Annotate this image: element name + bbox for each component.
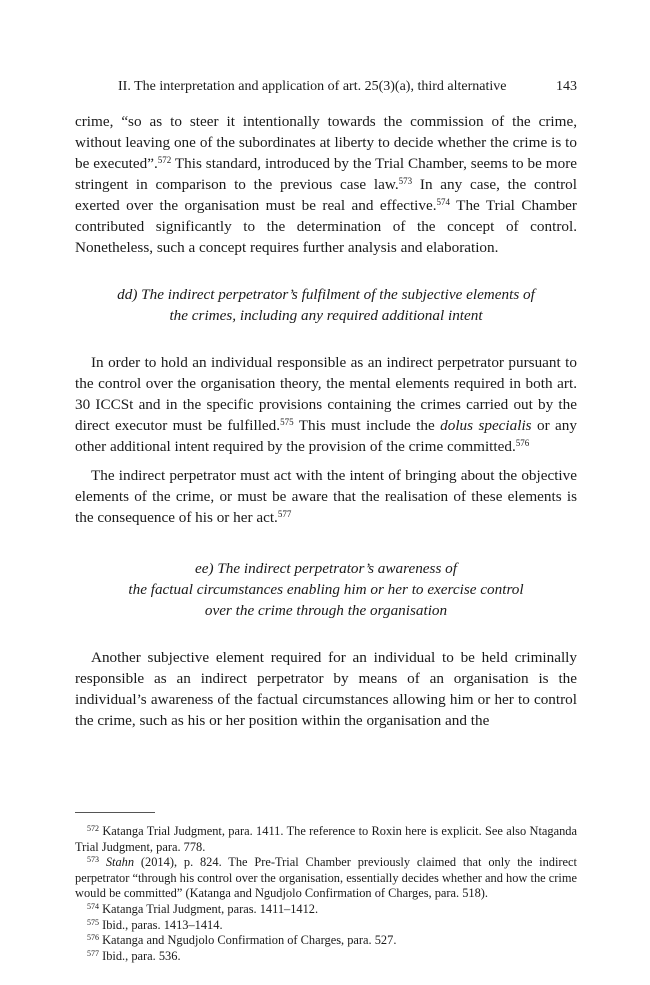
footnote-separator: [75, 812, 155, 813]
section-heading-dd: [75, 284, 577, 326]
footnote-text: Ibid., paras. 1413–1414.: [99, 917, 223, 932]
text-run: Another subjective element required for an individual to be held criminally responsible as an indirect perpetrator by means of an organisation is the individual’s awareness of the factual circumstances allowing him or her to control the crime, such as his or her position within the organisation and the: [75, 649, 577, 729]
section-heading-ee: [75, 558, 577, 621]
footnote-ref: 572: [157, 155, 172, 165]
heading-line: the factual circumstances enabling him or her to exercise control: [128, 581, 524, 598]
paragraph: [75, 465, 577, 528]
text-run: crime, “so as to steer it intentionally towards the commission of the crime, without leaving one of the subordinates at liberty to decide whether the crime is to be executed”.: [75, 113, 577, 172]
heading-line: dd) The indirect perpetrator’s fulfilment of the subjective elements of: [117, 286, 535, 303]
paragraph: [75, 352, 577, 457]
footnote-number: 572: [87, 824, 99, 833]
footnotes: [75, 824, 577, 964]
footnote: [75, 949, 577, 965]
footnote-text: (2014), p. 824. The Pre-Trial Chamber previously claimed that only the indirect perpetrator “through his control over the organisation, essentially decides whether and how the crime would be committed” (Katanga and Ngudjolo Confirmation of Charges, para. 518).: [75, 855, 578, 901]
footnote-number: 574: [87, 901, 99, 911]
text-run: In any case, the control exerted over the organisation must be real and effective.: [75, 176, 577, 214]
text-run: The indirect perpetrator must act with the intent of bringing about the objective elements of the crime, or must be aware that the realisation of these elements is the consequence of his or her act.: [75, 467, 577, 526]
text-run: In order to hold an individual responsible as an indirect perpetrator pursuant to the control over the organisation theory, the mental elements required in both art. 30 ICCSt and in the specific provisions containing the crimes carried out by the direct executor must be fulfilled.: [75, 354, 577, 434]
text-run: This standard, introduced by the Trial Chamber, seems to be more stringent in comparison to the previous case law.: [75, 155, 577, 193]
footnote: [75, 933, 577, 949]
footnote-ref: 577: [277, 509, 292, 519]
footnote: [75, 918, 577, 934]
footnote-ref: 575: [280, 417, 294, 427]
footnote-number: 577: [87, 948, 99, 958]
paragraph-continued: [75, 111, 577, 258]
footnote-ref: 573: [398, 176, 413, 186]
heading-line: over the crime through the organisation: [204, 602, 448, 619]
text-run: This must include the: [293, 417, 441, 434]
paragraph: [75, 647, 577, 731]
text-run: The Trial Chamber contributed significantly to the determination of the concept of control. Nonetheless, such a concept requires further analysis and elaboration.: [75, 197, 577, 256]
footnote-number: 576: [87, 933, 99, 943]
footnote-text: Katanga Trial Judgment, paras. 1411–1412.: [99, 901, 319, 916]
footnote-ref: 574: [436, 197, 451, 207]
running-title: II. The interpretation and application of art. 25(3)(a), third alternative: [118, 79, 507, 94]
footnote-ref: 576: [515, 438, 530, 448]
footnote-text: Katanga Trial Judgment, para. 1411. The reference to Roxin here is explicit. See also Ntaganda Trial Judgment, para. 778.: [75, 824, 577, 854]
text-run: or any other additional intent required by the provision of the crime committed.: [75, 417, 577, 455]
footnote-number: 573: [87, 855, 99, 865]
footnote: [75, 855, 577, 902]
footnote-text: Katanga and Ngudjolo Confirmation of Charges, para. 527.: [99, 933, 397, 948]
footnote-text: Ibid., para. 536.: [99, 948, 181, 963]
footnote: [75, 824, 577, 855]
footnote: [75, 902, 577, 918]
heading-line: ee) The indirect perpetrator’s awareness of: [195, 560, 457, 577]
footnote-number: 575: [87, 917, 99, 927]
emphasis: Stahn: [105, 855, 135, 870]
heading-line: the crimes, including any required additional intent: [169, 307, 483, 324]
page-number: 143: [556, 79, 577, 94]
main-text: [75, 111, 577, 731]
emphasis: dolus specialis: [440, 417, 532, 434]
